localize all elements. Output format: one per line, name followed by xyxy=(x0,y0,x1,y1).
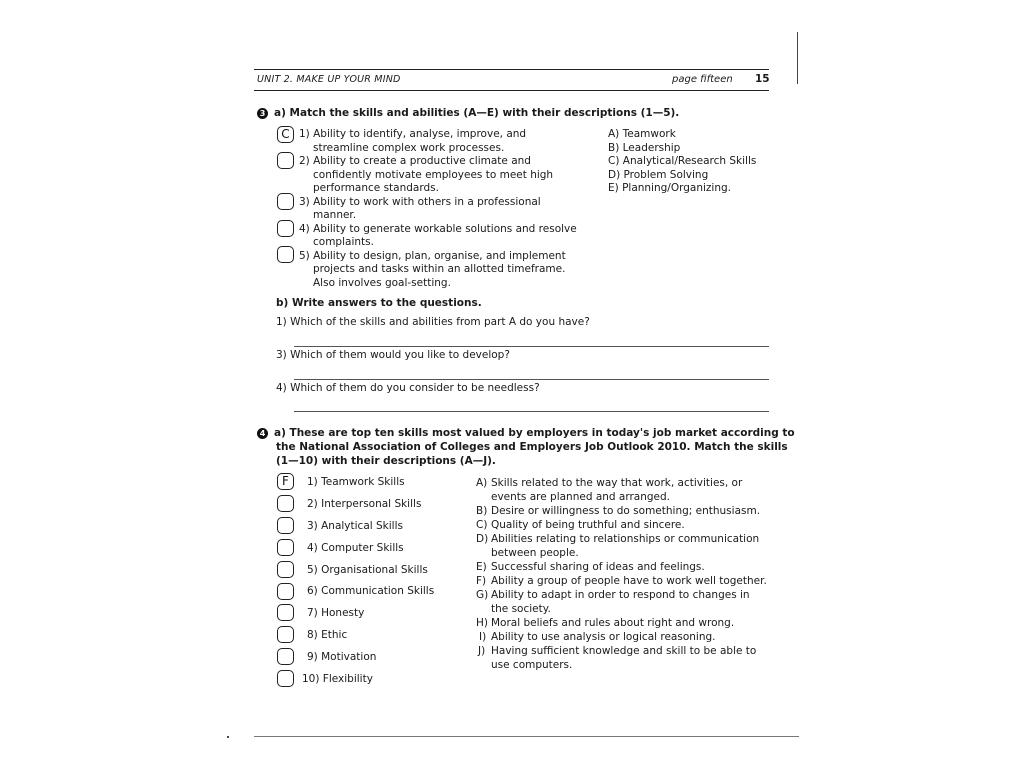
ex3-skill-e: E) Planning/Organizing. xyxy=(608,182,731,194)
answer-box-ex3-5[interactable] xyxy=(277,246,294,263)
ex3-description-5-line-3: Also involves goal-setting. xyxy=(313,276,451,289)
unit-title: UNIT 2. MAKE UP YOUR MIND xyxy=(257,74,401,85)
ex4-description-a: A) Skills related to the way that work, activities, or events are planned and arranged. xyxy=(476,477,743,503)
ex3-skill-d: D) Problem Solving xyxy=(608,168,709,181)
ex3-description-5-line-2: projects and tasks within an allotted timeframe. xyxy=(313,263,566,275)
answer-box-ex4-10[interactable] xyxy=(277,670,294,687)
answer-box-ex4-5[interactable] xyxy=(277,561,294,578)
exercise-3-part-b-title: b) Write answers to the questions. xyxy=(276,297,482,309)
exercise-4-intro-line-2: the National Association of Colleges and Employers Job Outlook 2010. Match the skills xyxy=(276,441,788,453)
ex3-description-3-line-2: manner. xyxy=(313,209,357,221)
ex3-question-4: 4) Which of them do you consider to be needless? xyxy=(276,382,540,394)
ex3-description-1-line-2: streamline complex work processes. xyxy=(313,141,505,154)
ex4-skill-6: 6) Communication Skills xyxy=(307,585,435,597)
ex3-description-2-line-1: 2) Ability to create a productive climate and xyxy=(299,155,531,167)
ex4-description-h: H) Moral beliefs and rules about right and wrong. xyxy=(476,617,735,629)
ex4-skill-9: 9) Motivation xyxy=(307,651,377,663)
ex3-question-1: 1) Which of the skills and abilities from part A do you have? xyxy=(276,316,590,328)
answer-box-ex4-9[interactable] xyxy=(277,648,294,665)
ex4-description-j: J) Having sufficient knowledge and skill to be able to use computers. xyxy=(478,645,757,671)
ex4-description-c: C) Quality of being truthful and sincere. xyxy=(476,519,685,531)
answer-box-ex4-1[interactable]: F xyxy=(277,473,294,490)
ex3-answer-line-1[interactable] xyxy=(294,346,769,347)
page-word: page fifteen xyxy=(672,74,733,85)
ex4-description-d: D) Abilities relating to relationships or communication between people. xyxy=(476,533,760,559)
ex4-skill-5: 5) Organisational Skills xyxy=(307,564,428,576)
ex4-skill-8: 8) Ethic xyxy=(307,629,348,641)
ex4-skill-1: 1) Teamwork Skills xyxy=(307,476,405,488)
corner-mark xyxy=(227,736,229,738)
ex4-description-i: I) Ability to use analysis or logical reasoning. xyxy=(479,631,716,643)
answer-box-ex3-2[interactable] xyxy=(277,152,294,169)
answer-box-ex4-3[interactable] xyxy=(277,517,294,534)
ex4-description-g: G) Ability to adapt in order to respond to changes in the society. xyxy=(476,589,750,615)
exercise-4-intro-line-3: (1—10) with their descriptions (A—J). xyxy=(276,455,496,467)
header-top-rule xyxy=(254,69,769,70)
answer-box-ex4-4[interactable] xyxy=(277,539,294,556)
answer-box-ex4-6[interactable] xyxy=(277,583,294,600)
answer-box-ex3-3[interactable] xyxy=(277,193,294,210)
exercise-3-part-a-title: a) Match the skills and abilities (A—E) with their descriptions (1—5). xyxy=(274,107,680,119)
answer-box-ex4-7[interactable] xyxy=(277,604,294,621)
exercise-4-intro-line-1: a) These are top ten skills most valued by employers in today's job market according to xyxy=(274,427,795,439)
ex4-description-b: B) Desire or willingness to do something; enthusiasm. xyxy=(476,505,761,517)
ex3-skill-a: A) Teamwork xyxy=(608,128,676,140)
header-bottom-rule xyxy=(254,90,769,91)
page-edge-line xyxy=(797,32,798,84)
ex4-skill-10: 10) Flexibility xyxy=(302,673,373,685)
ex3-description-4-line-1: 4) Ability to generate workable solutions and resolve xyxy=(299,222,577,235)
ex3-description-2-line-3: performance standards. xyxy=(313,182,439,194)
ex3-answer-line-3[interactable] xyxy=(294,411,769,412)
ex3-description-5-line-1: 5) Ability to design, plan, organise, and implement xyxy=(299,249,566,262)
ex4-skill-7: 7) Honesty xyxy=(307,607,365,619)
ex3-description-3-line-1: 3) Ability to work with others in a professional xyxy=(299,195,541,208)
ex3-description-1-line-1: 1) Ability to identify, analyse, improve, and xyxy=(299,128,527,140)
ex4-skill-4: 4) Computer Skills xyxy=(307,542,404,554)
ex4-description-f: F) Ability a group of people have to work well together. xyxy=(476,575,767,587)
ex3-question-3: 3) Which of them would you like to develop? xyxy=(276,349,510,361)
answer-box-ex4-8[interactable] xyxy=(277,626,294,643)
bottom-edge-line xyxy=(254,736,799,737)
ex3-description-2-line-2: confidently motivate employees to meet high xyxy=(313,168,554,181)
ex3-skill-c: C) Analytical/Research Skills xyxy=(608,155,757,167)
ex3-description-4-line-2: complaints. xyxy=(313,236,374,248)
exercise-4-badge: 4 xyxy=(257,428,268,439)
answer-box-ex4-2[interactable] xyxy=(277,495,294,512)
exercise-3-badge: 3 xyxy=(257,108,268,119)
exercise-4-descriptions xyxy=(476,476,768,672)
ex4-skill-2: 2) Interpersonal Skills xyxy=(307,498,422,510)
ex4-skill-3: 3) Analytical Skills xyxy=(307,520,403,532)
ex4-description-e: E) Successful sharing of ideas and feelings. xyxy=(476,561,705,573)
ex3-answer-line-2[interactable] xyxy=(294,379,769,380)
page-number: 15 xyxy=(755,73,770,85)
answer-box-ex3-4[interactable] xyxy=(277,220,294,237)
answer-box-ex3-1[interactable]: C xyxy=(277,126,294,143)
ex3-skill-b: B) Leadership xyxy=(608,141,681,154)
